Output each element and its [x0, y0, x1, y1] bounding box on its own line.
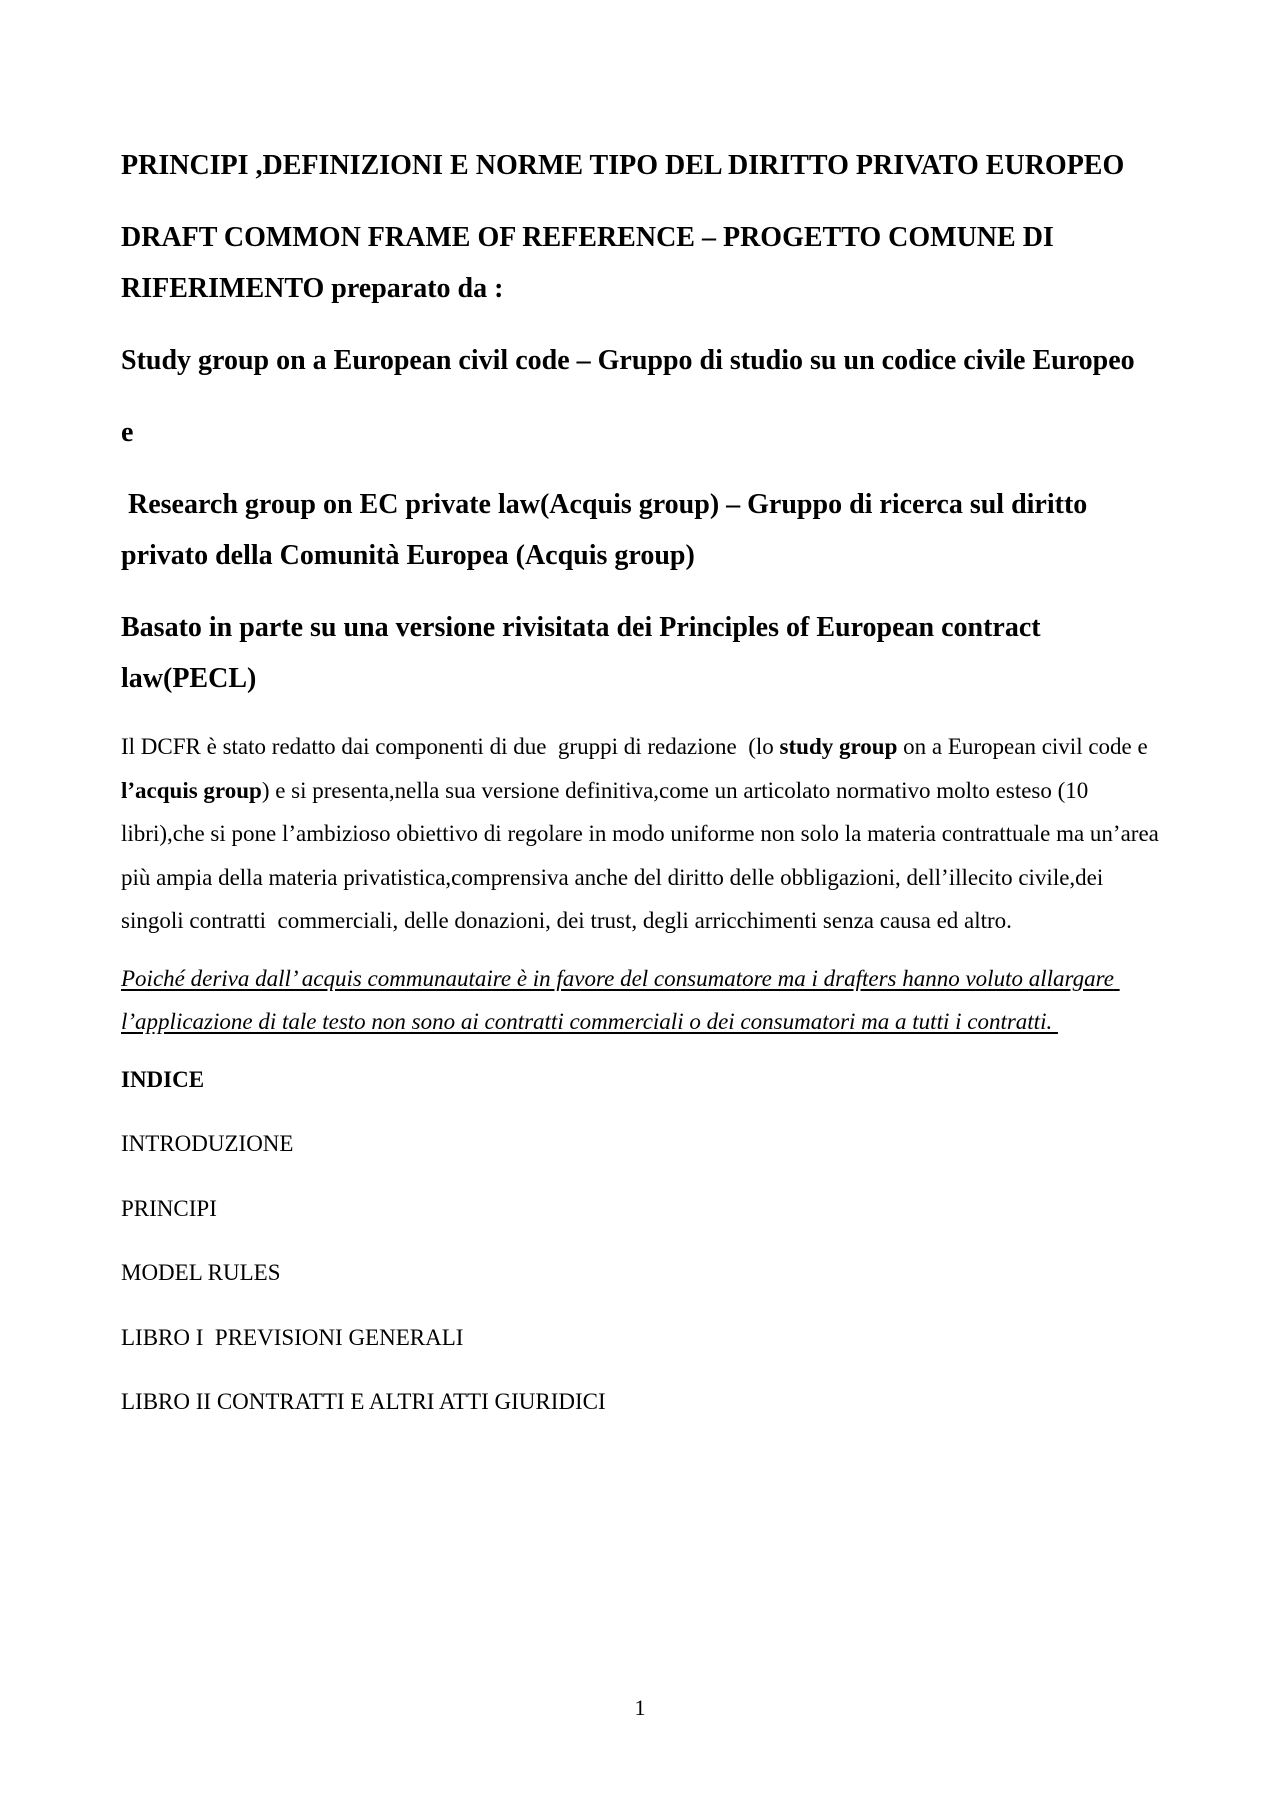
index-title: INDICE	[121, 1066, 205, 1092]
page-number: 1	[634, 1695, 646, 1720]
index-item-principi: PRINCIPI	[121, 1195, 217, 1221]
pecl-heading: Basato in parte su una versione rivisitata dei Principles of European contract law(PECL)	[121, 612, 1041, 694]
intro-bold-study-group: study group	[779, 734, 898, 759]
index-item-introduzione: INTRODUZIONE	[121, 1131, 294, 1156]
intro-paragraph	[121, 725, 1171, 943]
study-group-heading: Study group on a European civil code – Gruppo di studio su un codice civile Europeo	[121, 345, 1135, 376]
note-paragraph	[121, 957, 1171, 1044]
index-item-libro-i: LIBRO I PREVISIONI GENERALI	[121, 1324, 464, 1350]
intro-bold-acquis-group: l’acquis group	[121, 777, 262, 803]
note-text: Poiché deriva dall’ acquis communautaire è in favore del consumatore ma i drafters hanno voluto allargare l’applicazione di tale testo non sono ai contratti commerciali o dei consumatori ma a tutti i contratti.	[121, 965, 1120, 1034]
conjunction-e: e	[121, 417, 134, 448]
main-title: PRINCIPI ,DEFINIZIONI E NORME TIPO DEL DIRITTO PRIVATO EUROPEO	[121, 150, 1125, 181]
index-item-model-rules: MODEL RULES	[121, 1260, 281, 1285]
page-content	[121, 140, 1171, 1445]
subtitle-dcfr: DRAFT COMMON FRAME OF REFERENCE – PROGETTO COMUNE DI RIFERIMENTO preparato da :	[121, 222, 1054, 304]
intro-text-2: on a European civil code e	[897, 734, 1154, 759]
research-group-heading: Research group on EC private law(Acquis group) – Gruppo di ricerca sul diritto privato della Comunità Europea (Acquis group)	[121, 489, 1095, 571]
index-item-libro-ii: LIBRO II CONTRATTI E ALTRI ATTI GIURIDICI	[121, 1389, 606, 1414]
intro-text-3: ) e si presenta,nella sua versione definitiva,come un articolato normativo molto esteso (10 libri),che si pone l’ambizioso obiettivo di regolare in modo uniforme non solo la materia contrattuale ma un’area più ampia della materia privatistica,comprensiva anche del diritto delle obbligazioni, dell’illecito civile,dei singoli contratti commerciali, delle donazioni, dei trust, degli arricchimenti senza causa ed altro.	[121, 777, 1165, 933]
intro-text-1: Il DCFR è stato redatto dai componenti di due gruppi di redazione (lo	[121, 734, 780, 759]
